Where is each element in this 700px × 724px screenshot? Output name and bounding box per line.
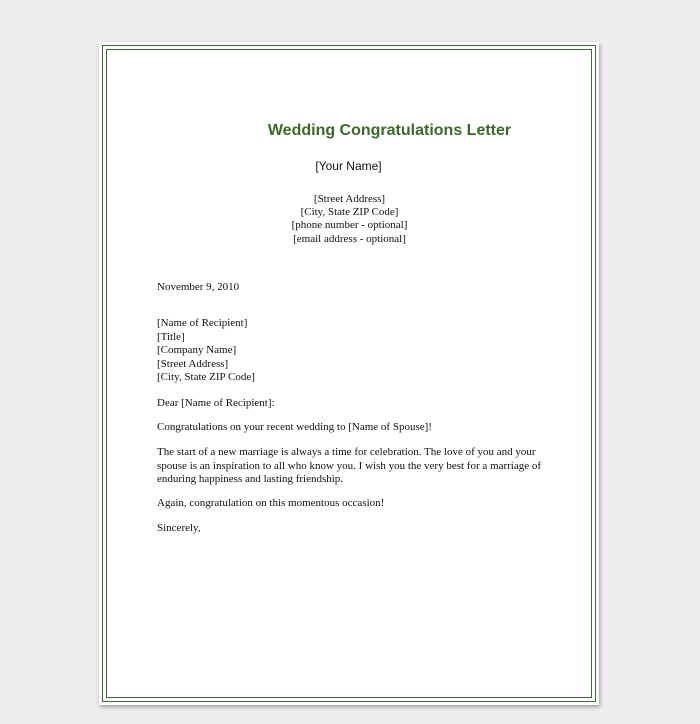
sender-street: [Street Address] (313, 193, 386, 205)
sender-phone: [phone number - optional] (291, 219, 408, 232)
sender-email: [email address - optional] (293, 232, 406, 245)
paragraph-celebration (157, 446, 547, 487)
paragraph-line: The start of a new marriage is always a time for celebration. The love of you and your (157, 446, 536, 458)
sender-city-state-zip: [City, State ZIP Code] (300, 206, 399, 219)
sender-address (99, 193, 600, 246)
recipient-company: [Company Name] (157, 344, 237, 356)
letter-title: Wedding Congratulations Letter (267, 122, 512, 139)
letter-closing: Sincerely, (157, 522, 201, 534)
paragraph-congratulations: Congratulations on your recent wedding to [Name of Spouse]! (157, 421, 432, 433)
letter-date: November 9, 2010 (157, 281, 240, 293)
recipient-street: [Street Address] (157, 357, 229, 370)
recipient-name: [Name of Recipient] (157, 317, 248, 329)
paragraph-line: spouse is an inspiration to all who know you. I wish you the very best for a marriage of (157, 459, 542, 472)
salutation: Dear [Name of Recipient]: (157, 397, 275, 409)
paragraph-closing-wish: Again, congratulation on this momentous occasion! (157, 497, 385, 509)
recipient-title: [Title] (157, 330, 185, 343)
recipient-address (157, 317, 255, 385)
sender-name: [Your Name] (315, 159, 382, 173)
letter-page (99, 42, 599, 705)
paragraph-line: enduring happiness and lasting friendship. (157, 473, 344, 485)
recipient-city-state-zip: [City, State ZIP Code] (157, 371, 255, 383)
